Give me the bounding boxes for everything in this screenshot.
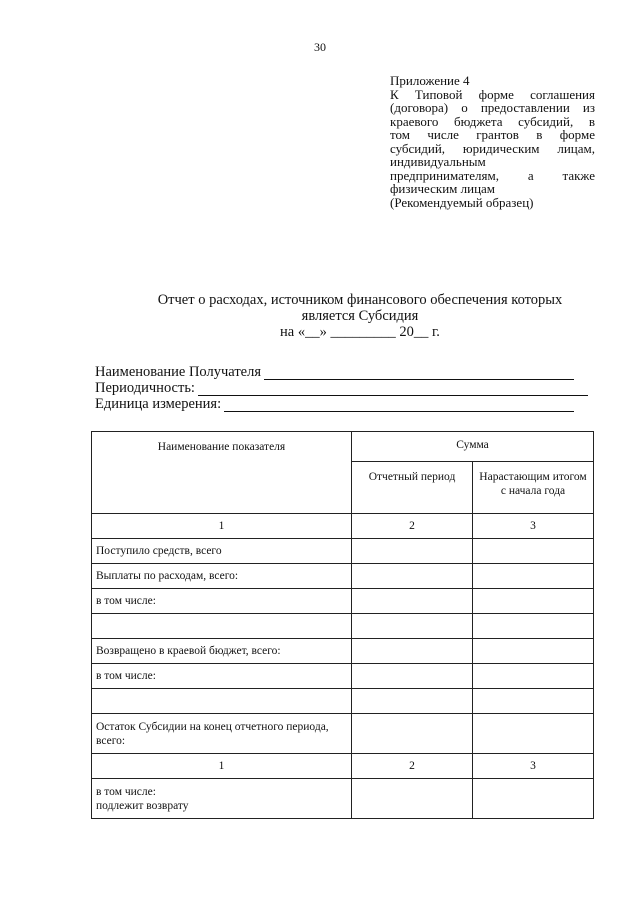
header-fields [95, 364, 595, 412]
unit-field[interactable] [95, 396, 595, 412]
row-label [92, 689, 352, 714]
page-number: 30 [314, 40, 326, 54]
column-number: 2 [352, 754, 473, 779]
column-number: 3 [473, 514, 594, 539]
table-row [92, 714, 594, 754]
appendix-line: (Рекомендуемый образец) [390, 194, 534, 210]
final-row-line: подлежит возврату [96, 799, 189, 812]
recipient-blank[interactable] [264, 367, 574, 380]
final-row-line: в том числе: [96, 785, 156, 798]
report-title-line: является Субсидия [301, 308, 419, 324]
row-label: Выплаты по расходам, всего: [92, 564, 352, 589]
indicator-header: Наименование показателя [92, 432, 352, 514]
value-cell[interactable] [473, 539, 594, 564]
column-number: 1 [92, 514, 352, 539]
report-title [80, 292, 640, 340]
recipient-field[interactable] [95, 364, 595, 380]
value-cell[interactable] [473, 714, 594, 754]
cumulative-header: Нарастающим итогом с начала года [473, 462, 594, 514]
row-label: в том числе: [92, 589, 352, 614]
value-cell[interactable] [352, 614, 473, 639]
appendix-line: Приложение 4 [390, 73, 470, 88]
appendix-line: физическим лицам [390, 181, 496, 196]
value-cell[interactable] [473, 564, 594, 589]
value-cell[interactable] [352, 564, 473, 589]
appendix-line: краевого бюджета субсидий, в [390, 113, 595, 129]
recipient-label: Наименование Получателя [95, 364, 262, 380]
appendix-line: (договора) о предоставлении из [390, 100, 595, 115]
appendix-line: К Типовой форме соглашения [390, 86, 595, 102]
value-cell[interactable] [473, 614, 594, 639]
value-cell[interactable] [473, 689, 594, 714]
value-cell[interactable] [352, 589, 473, 614]
unit-label: Единица измерения: [95, 396, 222, 412]
report-date-line: на «__» _________ 20__ г. [280, 324, 440, 340]
row-label-final [92, 779, 352, 819]
period-header: Отчетный период [352, 462, 473, 514]
column-number: 2 [352, 514, 473, 539]
table-row [92, 589, 594, 614]
unit-blank[interactable] [224, 399, 574, 412]
table-row [92, 539, 594, 564]
value-cell[interactable] [352, 714, 473, 754]
appendix-block [390, 74, 595, 209]
column-number: 1 [92, 754, 352, 779]
table-row [92, 564, 594, 589]
periodicity-label: Периодичность: [95, 380, 195, 396]
appendix-line: предпринимателям, а также [390, 167, 595, 183]
appendix-line: том числе грантов в форме [390, 127, 595, 142]
table-row [92, 639, 594, 664]
column-number: 3 [473, 754, 594, 779]
report-title-line: Отчет о расходах, источником финансового обеспечения которых [157, 292, 563, 308]
value-cell[interactable] [473, 664, 594, 689]
table-row [92, 664, 594, 689]
table-row [92, 689, 594, 714]
row-label: Остаток Субсидии на конец отчетного периода, всего: [92, 714, 352, 754]
value-cell[interactable] [352, 689, 473, 714]
periodicity-blank[interactable] [198, 383, 588, 396]
report-table [91, 431, 594, 819]
row-label: в том числе: [92, 664, 352, 689]
row-label [92, 614, 352, 639]
appendix-line: индивидуальным [390, 154, 486, 169]
table-row [92, 614, 594, 639]
sum-header: Сумма [352, 432, 594, 462]
periodicity-field[interactable] [95, 380, 595, 396]
value-cell[interactable] [473, 639, 594, 664]
appendix-line: субсидий, юридическим лицам, [390, 140, 595, 156]
row-label: Возвращено в краевой бюджет, всего: [92, 639, 352, 664]
table-row [92, 779, 594, 819]
value-cell[interactable] [352, 664, 473, 689]
value-cell[interactable] [352, 539, 473, 564]
value-cell[interactable] [352, 639, 473, 664]
value-cell[interactable] [473, 779, 594, 819]
row-label: Поступило средств, всего [92, 539, 352, 564]
value-cell[interactable] [473, 589, 594, 614]
value-cell[interactable] [352, 779, 473, 819]
